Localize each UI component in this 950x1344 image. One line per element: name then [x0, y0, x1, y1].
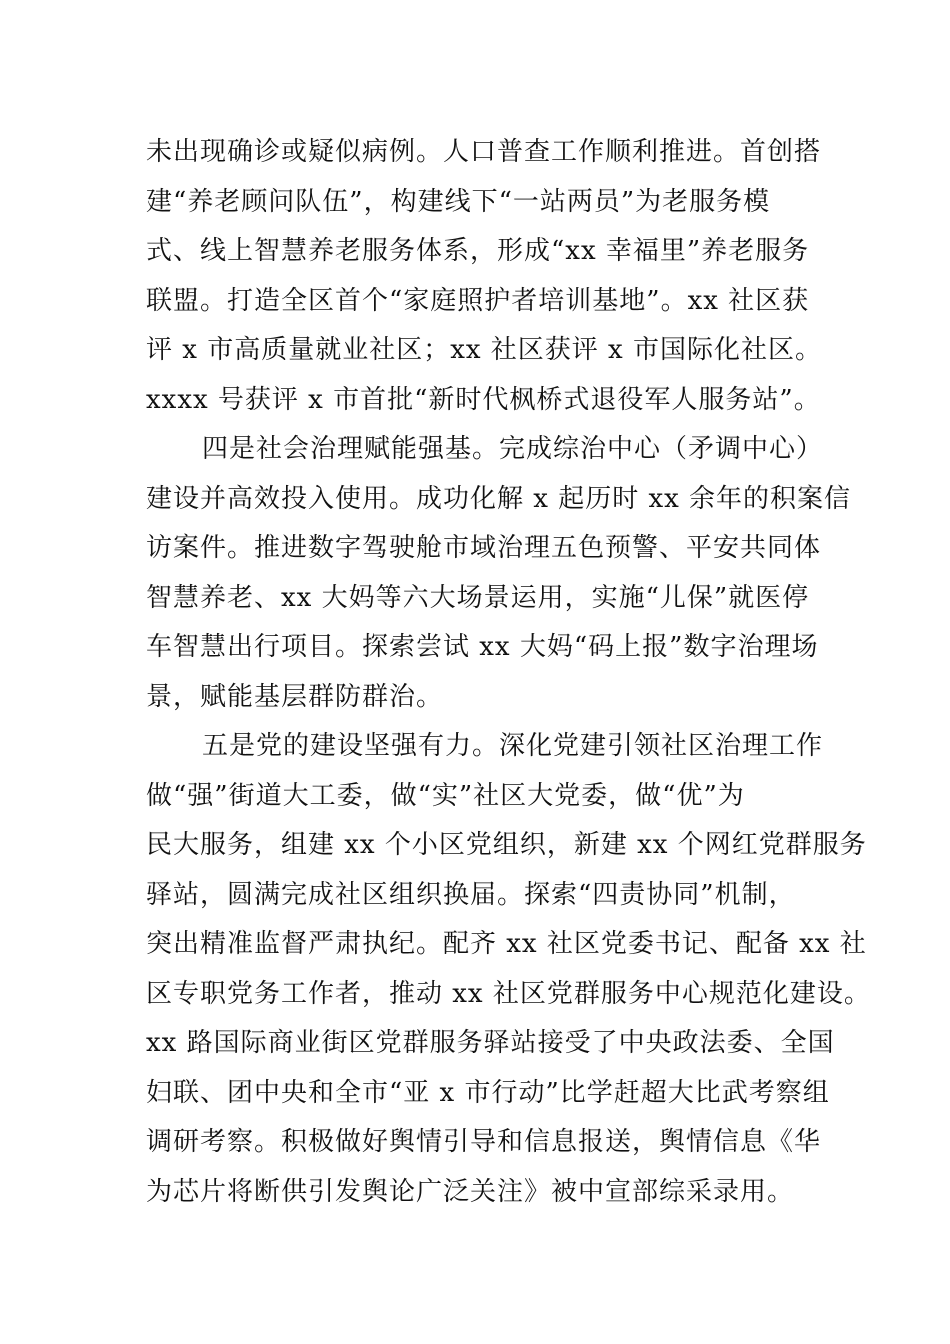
document-body [146, 128, 871, 1217]
text-line: 车智慧出行项目。探索尝试 xx 大妈“码上报”数字治理场 [146, 632, 819, 662]
text-line: 为芯片将断供引发舆论广泛关注》被中宣部综采录用。 [146, 1176, 795, 1207]
text-line: 民大服务，组建 xx 个小区党组织，新建 xx 个网红党群服务 [146, 830, 867, 860]
text-line: 突出精准监督严肃执纪。配齐 xx 社区党委书记、配备 xx 社 [146, 929, 867, 959]
paragraph-first-line: 四是社会治理赋能强基。完成综治中心（矛调中心） [202, 434, 824, 464]
text-line: 调研考察。积极做好舆情引导和信息报送，舆情信息《华 [146, 1127, 822, 1157]
text-line: 建设并高效投入使用。成功化解 x 起历时 xx 余年的积案信 [146, 483, 852, 514]
text-line: 智慧养老、xx 大妈等六大场景运用，实施“儿保”就医停 [146, 582, 810, 613]
text-line: 建“养老顾问队伍”，构建线下“一站两员”为老服务模 [146, 186, 771, 217]
text-line: xxxx 号获评 x 市首批“新时代枫桥式退役军人服务站”。 [146, 384, 821, 415]
text-line: 景，赋能基层群防群治。 [146, 681, 444, 712]
text-line: xx 路国际商业街区党群服务驿站接受了中央政法委、全国 [146, 1028, 835, 1058]
paragraph-first-line: 五是党的建设坚强有力。深化党建引领社区治理工作 [202, 731, 824, 761]
text-line: 式、线上智慧养老服务体系，形成“xx 幸福里”养老服务 [146, 236, 810, 266]
text-line: 联盟。打造全区首个“家庭照护者培训基地”。xx 社区获 [146, 285, 810, 316]
text-line: 评 x 市高质量就业社区；xx 社区获评 x 市国际化社区。 [146, 335, 822, 365]
text-line: 区专职党务工作者，推动 xx 社区党群服务中心规范化建设。 [146, 978, 871, 1009]
text-line: 访案件。推进数字驾驶舱市域治理五色预警、平安共同体 [146, 533, 822, 563]
text-line: 未出现确诊或疑似病例。人口普查工作顺利推进。首创搭 [146, 137, 822, 167]
text-line: 做“强”街道大工委，做“实”社区大党委，做“优”为 [146, 780, 745, 811]
text-line: 妇联、团中央和全市“亚 x 市行动”比学赶超大比武考察组 [146, 1077, 830, 1108]
text-line: 驿站，圆满完成社区组织换届。探索“四责协同”机制， [146, 879, 796, 910]
